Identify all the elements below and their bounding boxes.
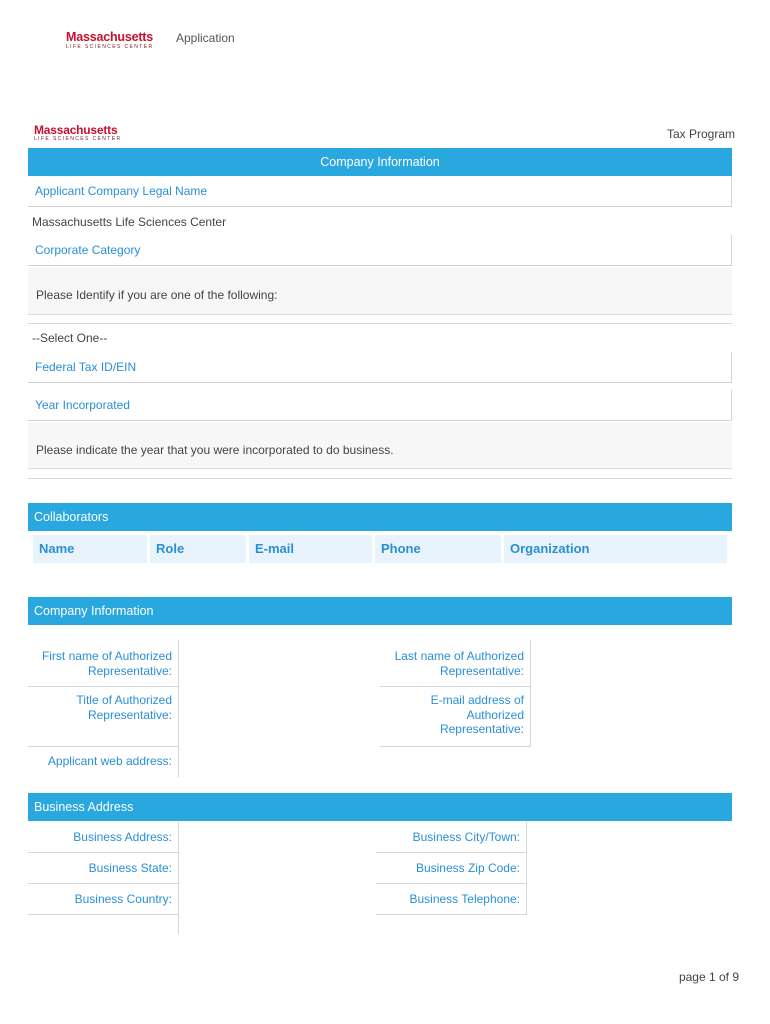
program-label: Tax Program — [666, 127, 735, 141]
representative-header: Company Information — [28, 597, 732, 625]
year-prompt-box — [28, 423, 732, 469]
logo-name: Massachusetts — [66, 30, 154, 44]
collaborators-table-header — [33, 535, 727, 563]
col-organization: Organization — [504, 535, 727, 563]
divider — [28, 883, 178, 884]
divider — [376, 883, 526, 884]
category-prompt: Please Identify if you are one of the following: — [36, 288, 278, 302]
category-select[interactable]: --Select One-- — [32, 331, 108, 345]
last-name-label: Last name of Authorized Representative: — [394, 649, 524, 678]
col-email: E-mail — [249, 535, 375, 563]
category-label: Corporate Category — [35, 243, 141, 257]
legal-name-label: Applicant Company Legal Name — [35, 184, 208, 198]
logo-subtitle-secondary: LIFE SCIENCES CENTER — [34, 136, 122, 142]
legal-name-value: Massachusetts Life Sciences Center — [32, 215, 227, 229]
year-prompt: Please indicate the year that you were incorporated to do business. — [36, 443, 394, 457]
divider — [28, 746, 178, 747]
business-address-label: Business Address: — [73, 830, 172, 844]
divider — [376, 914, 526, 915]
logo-secondary — [34, 124, 121, 142]
col-name: Name — [33, 535, 150, 563]
rep-email-label: E-mail address of Authorized Representative: — [430, 693, 524, 736]
web-address-label: Applicant web address: — [47, 754, 172, 768]
ein-label: Federal Tax ID/EIN — [35, 360, 137, 374]
business-country-label: Business Country: — [74, 892, 172, 906]
category-row — [28, 235, 732, 266]
divider — [28, 852, 178, 853]
divider — [28, 914, 178, 915]
ein-row — [28, 352, 732, 383]
company-info-header: Company Information — [28, 148, 732, 176]
title-label: Title of Authorized Representative: — [76, 693, 172, 722]
logo-top — [66, 31, 153, 50]
logo-subtitle: LIFE SCIENCES CENTER — [66, 43, 154, 50]
divider — [376, 852, 526, 853]
logo-name-secondary: Massachusetts — [34, 123, 118, 137]
divider — [526, 822, 527, 915]
first-name-label: First name of Authorized Representative: — [41, 649, 172, 678]
divider — [178, 640, 179, 777]
divider — [28, 323, 732, 324]
business-telephone-label: Business Telephone: — [409, 892, 520, 906]
category-prompt-box — [28, 268, 732, 315]
col-phone: Phone — [375, 535, 504, 563]
application-label: Application — [176, 31, 235, 45]
divider — [380, 746, 530, 747]
divider — [178, 822, 179, 934]
divider — [28, 686, 178, 687]
col-role: Role — [150, 535, 249, 563]
year-label: Year Incorporated — [35, 398, 130, 412]
year-row — [28, 390, 732, 421]
collaborators-header: Collaborators — [28, 503, 732, 531]
business-zip-label: Business Zip Code: — [415, 861, 520, 875]
divider — [28, 478, 732, 479]
legal-name-row — [28, 176, 732, 207]
divider — [380, 686, 530, 687]
divider — [530, 640, 531, 747]
business-address-header: Business Address — [28, 793, 732, 821]
page-number: page 1 of 9 — [678, 970, 739, 984]
business-state-label: Business State: — [88, 861, 172, 875]
business-city-label: Business City/Town: — [412, 830, 520, 844]
